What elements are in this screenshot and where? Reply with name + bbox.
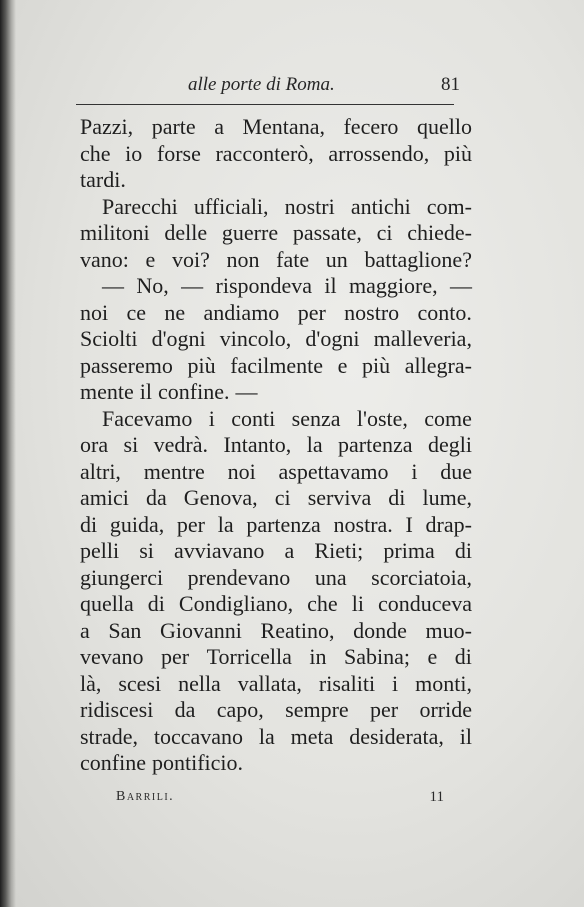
text-line: noi ce ne andiamo per nostro conto.	[80, 299, 472, 325]
text-line: Pazzi, parte a Mentana, fecero quello	[80, 114, 472, 139]
text-line: ora si vedrà. Intanto, la partenza degli	[80, 432, 472, 457]
text-line: giungerci prendevano una scorciatoia,	[80, 564, 472, 590]
text-line: pelli si avviavano a Rieti; prima di	[80, 538, 472, 563]
text-line: — No, — rispondeva il maggiore, —	[102, 273, 472, 298]
text-line: strade, toccavano la meta desiderata, il	[80, 723, 472, 749]
text-line: a San Giovanni Reatino, donde muo-	[80, 617, 472, 643]
text-line: Sciolti d'ogni vincolo, d'ogni malleveria,	[80, 326, 472, 351]
text-line: confine pontificio.	[80, 750, 244, 775]
running-title: alle porte di Roma.	[188, 74, 335, 95]
text-line: quella di Condigliano, che li conduceva	[80, 591, 472, 616]
page-footer	[116, 789, 444, 811]
text-line: passeremo più facilmente e più allegra-	[80, 352, 472, 378]
signature-author: Barrili.	[116, 789, 175, 804]
text-line: vano: e voi? non fate un battaglione?	[80, 246, 472, 272]
signature-mark: 11	[429, 789, 444, 805]
text-line: amici da Genova, ci serviva di lume,	[80, 485, 472, 510]
running-head	[80, 74, 460, 102]
text-line: altri, mentre noi aspettavamo i due	[80, 458, 472, 484]
text-line: Parecchi ufficiali, nostri antichi com-	[102, 193, 472, 219]
text-line: Facevamo i conti senza l'oste, come	[102, 405, 472, 431]
header-rule	[76, 104, 454, 105]
text-line: vevano per Torricella in Sabina; e di	[80, 644, 472, 669]
text-line: ridiscesi da capo, sempre per orride	[80, 697, 472, 722]
page-number: 81	[441, 74, 460, 95]
text-line: che io forse racconterò, arrossendo, più	[80, 140, 472, 166]
text-line: là, scesi nella vallata, risaliti i monti,	[80, 670, 472, 696]
text-line: tardi.	[80, 167, 126, 192]
text-line: militoni delle guerre passate, ci chiede-	[80, 220, 472, 245]
binding-edge	[0, 0, 16, 907]
text-line: mente il confine. —	[80, 379, 258, 404]
body-text	[80, 114, 472, 777]
text-line: di guida, per la partenza nostra. I drap-	[80, 511, 472, 537]
